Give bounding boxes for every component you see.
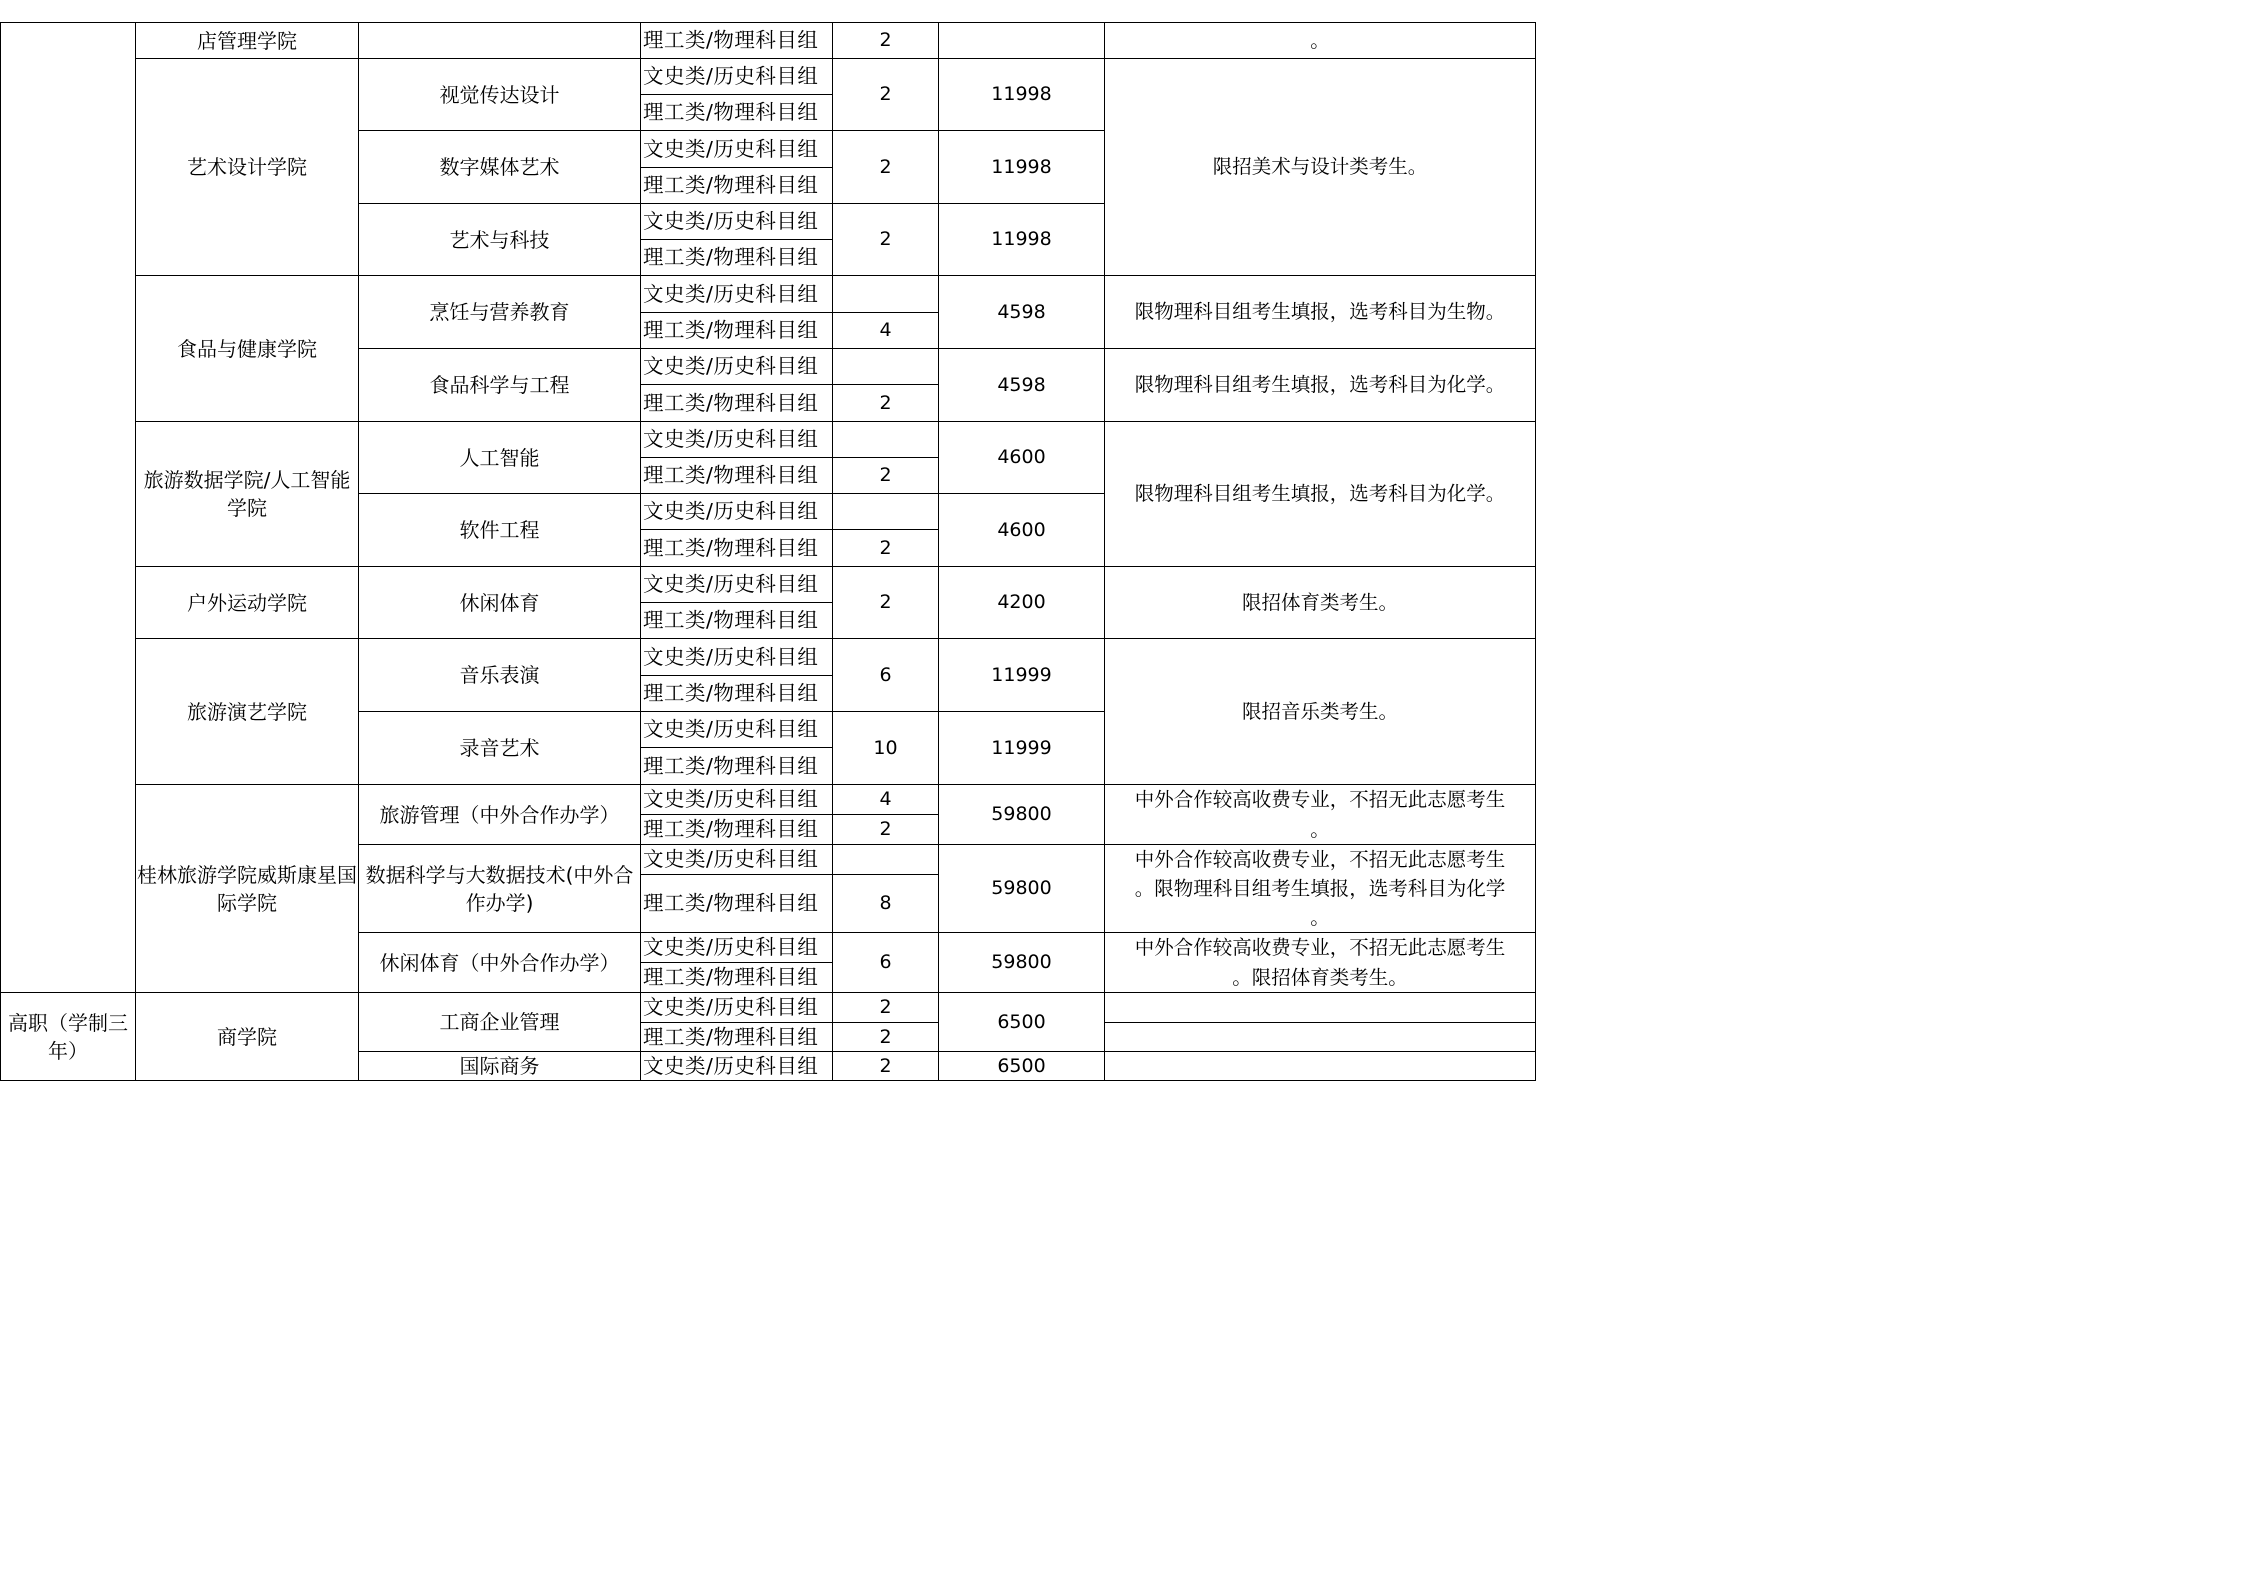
major-text: 艺术与科技 — [449, 227, 550, 252]
level-cell-undergrad — [0, 22, 136, 993]
subject-group-cell — [640, 493, 833, 530]
note-cell — [1104, 1022, 1536, 1052]
note-line: 。 — [1310, 906, 1330, 930]
subject-group-text: 理工类/物理科目组 — [643, 753, 819, 778]
subject-group-cell — [640, 814, 833, 845]
note-cell — [1104, 566, 1536, 639]
quota-cell — [832, 312, 939, 349]
major-text: 音乐表演 — [459, 663, 540, 687]
note-text: 限招美术与设计类考生。 — [1212, 155, 1428, 179]
note-cell — [1104, 348, 1536, 422]
subject-group-cell — [640, 566, 833, 603]
subject-group-text: 理工类/物理科目组 — [643, 390, 819, 415]
subject-group-cell — [640, 675, 833, 712]
quota-text: 10 — [873, 736, 898, 759]
quota-cell — [832, 348, 939, 385]
quota-cell — [832, 22, 939, 59]
college-cell — [135, 275, 359, 422]
subject-group-text: 文史类/历史科目组 — [643, 136, 819, 161]
fee-cell — [938, 1051, 1105, 1081]
subject-group-text: 理工类/物理科目组 — [643, 28, 819, 53]
level-cell-gaozhi — [0, 992, 136, 1081]
major-cell — [358, 992, 641, 1052]
college-cell — [135, 566, 359, 639]
note-line: 。限招体育类考生。 — [1232, 965, 1408, 989]
subject-group-cell — [640, 275, 833, 313]
subject-group-text: 理工类/物理科目组 — [643, 817, 819, 842]
note-cell — [1104, 421, 1536, 567]
quota-text: 4 — [879, 319, 892, 342]
fee-cell — [938, 844, 1105, 933]
major-cell — [358, 22, 641, 59]
subject-group-cell — [640, 602, 833, 639]
quota-cell — [832, 130, 939, 204]
major-text: 数据科学与大数据技术(中外合作办学) — [365, 862, 634, 915]
subject-group-cell — [640, 962, 833, 993]
note-text: 。 — [1310, 28, 1330, 52]
quota-text: 2 — [879, 29, 892, 52]
major-text: 工商企业管理 — [439, 1010, 560, 1034]
quota-text: 2 — [879, 1054, 892, 1077]
quota-cell — [832, 493, 939, 530]
subject-group-cell — [640, 932, 833, 963]
major-cell — [358, 784, 641, 845]
college-text: 户外运动学院 — [187, 590, 307, 615]
quota-cell — [832, 932, 939, 993]
subject-group-text: 文史类/历史科目组 — [643, 995, 819, 1020]
subject-group-text: 文史类/历史科目组 — [643, 354, 819, 379]
subject-group-text: 理工类/物理科目组 — [643, 535, 819, 560]
subject-group-text: 理工类/物理科目组 — [643, 1024, 819, 1049]
fee-text: 59800 — [991, 803, 1052, 826]
college-cell — [135, 421, 359, 567]
note-text: 限物理科目组考生填报，选考科目为化学。 — [1134, 373, 1506, 397]
quota-cell — [832, 874, 939, 933]
major-cell — [358, 844, 641, 933]
fee-cell — [938, 421, 1105, 494]
subject-group-text: 文史类/历史科目组 — [643, 847, 819, 872]
major-text: 烹饪与营养教育 — [429, 300, 570, 324]
subject-group-text: 理工类/物理科目组 — [643, 463, 819, 488]
major-text: 旅游管理（中外合作办学） — [379, 802, 620, 827]
quota-text: 8 — [879, 892, 892, 915]
note-text: 限物理科目组考生填报，选考科目为化学。 — [1134, 482, 1506, 506]
major-cell — [358, 932, 641, 993]
major-text: 国际商务 — [459, 1054, 540, 1078]
college-cell — [135, 992, 359, 1081]
note-cell — [1104, 638, 1536, 785]
subject-group-text: 文史类/历史科目组 — [643, 1053, 819, 1078]
fee-cell — [938, 130, 1105, 204]
major-cell — [358, 130, 641, 204]
college-text: 旅游演艺学院 — [187, 699, 307, 724]
fee-text: 4600 — [997, 446, 1046, 469]
quota-cell — [832, 566, 939, 639]
quota-text: 2 — [879, 591, 892, 614]
quota-cell — [832, 1022, 939, 1052]
note-cell — [1104, 844, 1536, 933]
subject-group-text: 文史类/历史科目组 — [643, 935, 819, 960]
quota-text: 2 — [879, 155, 892, 178]
note-line: 中外合作较高收费专业，不招无此志愿考生 — [1134, 936, 1506, 960]
quota-text: 2 — [879, 818, 892, 841]
major-cell — [358, 711, 641, 785]
subject-group-cell — [640, 711, 833, 748]
college-cell — [135, 58, 359, 276]
subject-group-text: 文史类/历史科目组 — [643, 644, 819, 669]
quota-cell — [832, 711, 939, 785]
quota-cell — [832, 457, 939, 494]
subject-group-cell — [640, 312, 833, 349]
note-cell — [1104, 932, 1536, 993]
college-text: 店管理学院 — [197, 28, 297, 53]
major-cell — [358, 566, 641, 639]
major-cell — [358, 58, 641, 131]
note-cell — [1104, 22, 1536, 59]
fee-text: 11999 — [991, 736, 1052, 759]
subject-group-cell — [640, 874, 833, 933]
fee-text: 59800 — [991, 877, 1052, 900]
quota-text: 6 — [879, 951, 892, 974]
note-text: 限招音乐类考生。 — [1241, 699, 1398, 723]
quota-cell — [832, 1051, 939, 1081]
fee-cell — [938, 22, 1105, 59]
quota-cell — [832, 638, 939, 712]
quota-cell — [832, 814, 939, 845]
subject-group-text: 文史类/历史科目组 — [643, 787, 819, 812]
subject-group-text: 文史类/历史科目组 — [643, 64, 819, 89]
quota-cell — [832, 992, 939, 1023]
fee-cell — [938, 203, 1105, 276]
subject-group-text: 文史类/历史科目组 — [643, 717, 819, 742]
note-cell — [1104, 992, 1536, 1023]
major-text: 休闲体育 — [459, 590, 540, 615]
subject-group-text: 理工类/物理科目组 — [643, 965, 819, 990]
fee-cell — [938, 711, 1105, 785]
quota-cell — [832, 384, 939, 422]
major-text: 数字媒体艺术 — [439, 155, 560, 179]
major-text: 食品科学与工程 — [429, 373, 570, 397]
note-line: 。 — [1310, 817, 1330, 841]
major-cell — [358, 275, 641, 349]
quota-cell — [832, 421, 939, 458]
note-cell — [1104, 784, 1536, 845]
fee-text: 4600 — [997, 518, 1046, 541]
quota-text: 2 — [879, 83, 892, 106]
fee-cell — [938, 275, 1105, 349]
quota-text: 2 — [879, 391, 892, 414]
fee-cell — [938, 566, 1105, 639]
fee-cell — [938, 348, 1105, 422]
subject-group-cell — [640, 203, 833, 240]
note-cell — [1104, 1051, 1536, 1081]
subject-group-cell — [640, 529, 833, 567]
major-text: 视觉传达设计 — [439, 82, 560, 107]
subject-group-text: 文史类/历史科目组 — [643, 427, 819, 452]
subject-group-cell — [640, 1051, 833, 1081]
fee-text: 6500 — [997, 1054, 1046, 1077]
fee-text: 4598 — [997, 373, 1046, 396]
fee-text: 4200 — [997, 591, 1046, 614]
quota-cell — [832, 58, 939, 131]
quota-cell — [832, 275, 939, 313]
fee-cell — [938, 58, 1105, 131]
fee-text: 11999 — [991, 663, 1052, 686]
college-text: 商学院 — [217, 1024, 277, 1049]
admission-plan-table — [0, 0, 1554, 1100]
fee-text: 11998 — [991, 155, 1052, 178]
subject-group-cell — [640, 58, 833, 95]
college-text: 食品与健康学院 — [177, 336, 317, 361]
major-cell — [358, 348, 641, 422]
college-text: 桂林旅游学院威斯康星国际学院 — [137, 862, 357, 915]
major-cell — [358, 493, 641, 567]
quota-cell — [832, 784, 939, 815]
subject-group-cell — [640, 421, 833, 458]
subject-group-text: 理工类/物理科目组 — [643, 245, 819, 270]
subject-group-cell — [640, 1022, 833, 1052]
quota-cell — [832, 844, 939, 875]
fee-cell — [938, 638, 1105, 712]
note-line: 中外合作较高收费专业，不招无此志愿考生 — [1134, 847, 1506, 871]
subject-group-cell — [640, 784, 833, 815]
college-text: 艺术设计学院 — [187, 155, 307, 179]
college-cell — [135, 22, 359, 59]
quota-text: 2 — [879, 228, 892, 251]
fee-text: 6500 — [997, 1010, 1046, 1033]
level-text-gaozhi: 高职（学制三年） — [8, 1010, 128, 1063]
major-cell — [358, 203, 641, 276]
fee-text: 4598 — [997, 300, 1046, 323]
subject-group-cell — [640, 348, 833, 385]
college-cell — [135, 638, 359, 785]
major-cell — [358, 421, 641, 494]
subject-group-cell — [640, 22, 833, 59]
subject-group-text: 理工类/物理科目组 — [643, 608, 819, 633]
quota-text: 6 — [879, 663, 892, 686]
subject-group-cell — [640, 747, 833, 785]
quota-text: 2 — [879, 1025, 892, 1048]
note-line: 。限物理科目组考生填报，选考科目为化学 — [1134, 876, 1506, 900]
subject-group-text: 文史类/历史科目组 — [643, 209, 819, 234]
note-cell — [1104, 275, 1536, 349]
subject-group-cell — [640, 94, 833, 131]
college-text: 旅游数据学院/人工智能学院 — [143, 468, 351, 520]
quota-text: 2 — [879, 464, 892, 487]
fee-text: 11998 — [991, 83, 1052, 106]
college-cell — [135, 784, 359, 993]
subject-group-cell — [640, 167, 833, 204]
fee-cell — [938, 992, 1105, 1052]
major-text: 录音艺术 — [459, 736, 540, 760]
quota-text: 2 — [879, 996, 892, 1019]
subject-group-text: 理工类/物理科目组 — [643, 891, 819, 916]
subject-group-cell — [640, 384, 833, 422]
note-line: 中外合作较高收费专业，不招无此志愿考生 — [1134, 788, 1506, 812]
major-text: 休闲体育（中外合作办学） — [379, 950, 620, 975]
fee-cell — [938, 932, 1105, 993]
fee-cell — [938, 493, 1105, 567]
subject-group-text: 理工类/物理科目组 — [643, 100, 819, 125]
subject-group-text: 文史类/历史科目组 — [643, 281, 819, 306]
quota-cell — [832, 529, 939, 567]
note-text: 限物理科目组考生填报，选考科目为生物。 — [1134, 300, 1506, 324]
note-text: 限招体育类考生。 — [1241, 590, 1398, 614]
fee-cell — [938, 784, 1105, 845]
subject-group-cell — [640, 638, 833, 676]
major-cell — [358, 638, 641, 712]
note-cell — [1104, 58, 1536, 276]
fee-text: 11998 — [991, 228, 1052, 251]
subject-group-cell — [640, 844, 833, 875]
subject-group-text: 文史类/历史科目组 — [643, 499, 819, 524]
quota-cell — [832, 203, 939, 276]
subject-group-text: 文史类/历史科目组 — [643, 572, 819, 597]
quota-text: 2 — [879, 536, 892, 559]
major-cell — [358, 1051, 641, 1081]
subject-group-text: 理工类/物理科目组 — [643, 318, 819, 343]
subject-group-cell — [640, 992, 833, 1023]
quota-text: 4 — [879, 788, 892, 811]
subject-group-cell — [640, 239, 833, 276]
major-text: 软件工程 — [459, 518, 540, 542]
subject-group-cell — [640, 457, 833, 494]
subject-group-text: 理工类/物理科目组 — [643, 173, 819, 198]
fee-text: 59800 — [991, 951, 1052, 974]
subject-group-cell — [640, 130, 833, 168]
major-text: 人工智能 — [459, 445, 540, 470]
subject-group-text: 理工类/物理科目组 — [643, 681, 819, 706]
